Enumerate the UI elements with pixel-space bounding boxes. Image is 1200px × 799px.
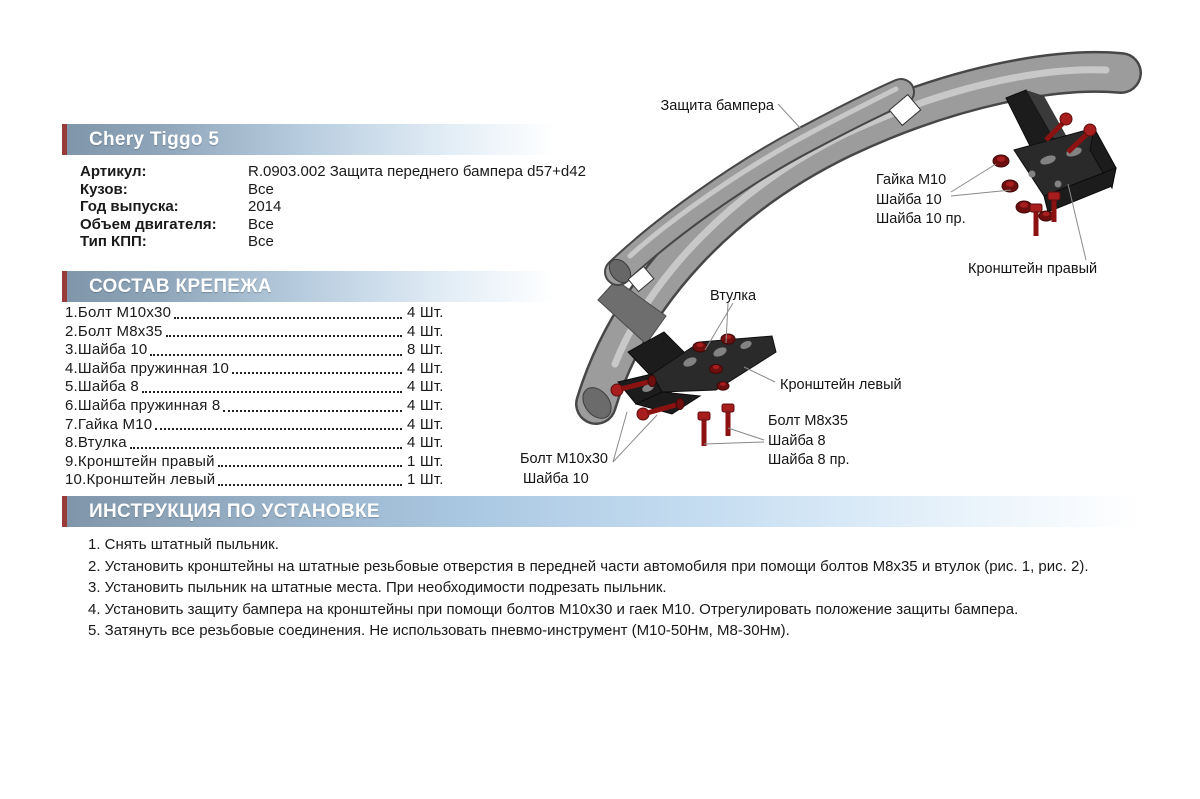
label-bracket-left: Кронштейн левый bbox=[780, 377, 902, 393]
item-name: 5.Шайба 8 bbox=[65, 378, 139, 396]
list-item bbox=[65, 397, 457, 416]
dot-leader bbox=[130, 447, 402, 449]
red-washer-stack bbox=[717, 382, 729, 390]
label-washer-8-spr: Шайба 8 пр. bbox=[768, 452, 850, 468]
item-qty: 4 Шт. bbox=[407, 378, 444, 396]
product-title: Chery Tiggo 5 bbox=[89, 128, 220, 150]
spec-value: R.0903.002 Защита переднего бампера d57+d42 bbox=[248, 163, 586, 180]
item-name: 1.Болт М10х30 bbox=[65, 304, 172, 321]
red-bolt bbox=[722, 404, 734, 436]
item-qty: 8 Шт. bbox=[407, 341, 444, 359]
list-item bbox=[65, 323, 457, 342]
red-bushing bbox=[693, 342, 707, 352]
dot-leader bbox=[142, 391, 402, 393]
instruction-step: 2. Установить кронштейны на штатные резьбовые отверстия в передней части автомобиля при помощи болтов М8х35 и втулок (рис. 1, рис. 2). bbox=[88, 557, 1089, 575]
item-qty: 4 Шт. bbox=[407, 396, 444, 414]
spec-label: Год выпуска: bbox=[80, 198, 179, 215]
spec-value: 2014 bbox=[248, 198, 282, 215]
label-bumper-guard: Защита бампера bbox=[660, 98, 774, 114]
spec-label: Объем двигателя: bbox=[80, 215, 217, 233]
spec-value: Все bbox=[248, 233, 274, 250]
list-item bbox=[65, 378, 457, 397]
item-qty: 4 Шт. bbox=[407, 434, 444, 452]
red-washer-stack bbox=[993, 155, 1009, 167]
dot-leader bbox=[232, 372, 402, 374]
item-qty: 4 Шт. bbox=[407, 322, 444, 340]
instruction-step: 4. Установить защиту бампера на кронштейны при помощи болтов М10х30 и гаек М10. Отрегулировать положение защиты бампера. bbox=[88, 600, 1019, 618]
list-item bbox=[65, 416, 457, 435]
right-bracket bbox=[1006, 90, 1116, 212]
item-name: 3.Шайба 10 bbox=[65, 341, 148, 359]
item-name: 8.Втулка bbox=[65, 434, 127, 452]
red-bolt bbox=[1030, 204, 1042, 236]
list-item bbox=[65, 341, 457, 360]
item-name: 7.Гайка М10 bbox=[65, 415, 153, 433]
spec-label: Кузов: bbox=[80, 180, 128, 198]
list-item bbox=[65, 304, 457, 323]
item-name: 4.Шайба пружинная 10 bbox=[65, 359, 229, 377]
list-item bbox=[65, 453, 457, 472]
item-qty: 1 Шт. bbox=[407, 471, 444, 489]
dot-leader bbox=[223, 410, 402, 412]
hardware-section-title: СОСТАВ КРЕПЕЖА bbox=[89, 275, 272, 297]
label-bushing: Втулка bbox=[710, 288, 757, 304]
label-washer-10: Шайба 10 bbox=[876, 192, 942, 208]
dot-leader bbox=[218, 484, 402, 486]
list-item bbox=[65, 360, 457, 379]
red-washer-stack bbox=[710, 365, 723, 374]
instruction-step: 5. Затянуть все резьбовые соединения. Не использовать пневмо-инструмент (М10-50Нм, М8-30Нм). bbox=[88, 622, 790, 640]
item-qty: 4 Шт. bbox=[407, 359, 444, 377]
label-washer-8: Шайба 8 bbox=[768, 433, 826, 449]
item-qty: 4 Шт. bbox=[407, 415, 444, 433]
item-name: 6.Шайба пружинная 8 bbox=[65, 396, 221, 414]
label-washer-10-b: Шайба 10 bbox=[523, 471, 589, 487]
item-name: 2.Болт М8х35 bbox=[65, 322, 163, 340]
label-nut-m10: Гайка М10 bbox=[876, 172, 947, 188]
instruction-steps bbox=[64, 534, 1144, 642]
label-bolt-m10x30: Болт М10х30 bbox=[520, 451, 608, 467]
dot-leader bbox=[166, 335, 402, 337]
dot-leader bbox=[174, 317, 402, 319]
red-bolt bbox=[698, 412, 710, 446]
dot-leader bbox=[155, 428, 402, 430]
instruction-step: 1. Снять штатный пыльник. bbox=[88, 536, 279, 553]
spec-value: Все bbox=[248, 180, 274, 198]
exploded-view-diagram bbox=[480, 20, 1200, 500]
label-bracket-right: Кронштейн правый bbox=[968, 261, 1098, 277]
label-washer-10-spr: Шайба 10 пр. bbox=[876, 211, 966, 227]
red-bushing bbox=[721, 334, 735, 344]
item-qty: 4 Шт. bbox=[407, 304, 444, 321]
instructions-section-bar bbox=[62, 496, 1140, 527]
list-item bbox=[65, 471, 457, 490]
spec-label: Артикул: bbox=[80, 163, 147, 180]
red-washer-stack bbox=[1039, 211, 1053, 221]
item-name: 10.Кронштейн левый bbox=[65, 471, 216, 489]
hardware-list bbox=[65, 304, 457, 490]
item-qty: 1 Шт. bbox=[407, 452, 444, 470]
spec-label: Тип КПП: bbox=[80, 233, 147, 250]
spec-value: Все bbox=[248, 215, 274, 233]
dot-leader bbox=[150, 354, 402, 356]
instructions-section-title: ИНСТРУКЦИЯ ПО УСТАНОВКЕ bbox=[89, 500, 380, 522]
item-name: 9.Кронштейн правый bbox=[65, 452, 215, 470]
dot-leader bbox=[218, 465, 402, 467]
list-item bbox=[65, 434, 457, 453]
instruction-step: 3. Установить пыльник на штатные места. При необходимости подрезать пыльник. bbox=[88, 579, 667, 597]
label-bolt-m8x35: Болт М8х35 bbox=[768, 413, 848, 429]
